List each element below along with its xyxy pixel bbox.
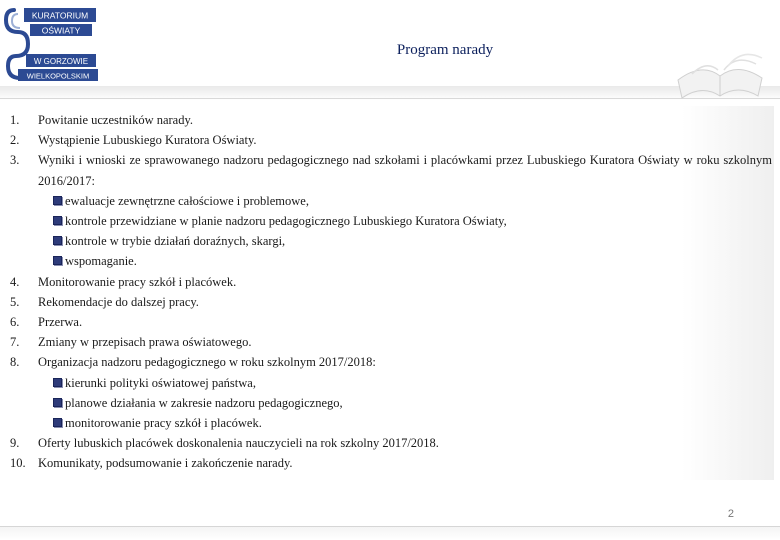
agenda-subitem-text: kontrole przewidziane w planie nadzoru pedagogicznego Lubuskiego Kuratora Oświaty, <box>65 214 507 229</box>
agenda-item-number: 7. <box>10 335 20 350</box>
agenda-subitem <box>53 393 772 413</box>
agenda-list <box>10 110 772 474</box>
agenda-subitem-text: planowe działania w zakresie nadzoru pedagogicznego, <box>65 395 343 410</box>
agenda-item-text: Wystąpienie Lubuskiego Kuratora Oświaty. <box>38 133 257 148</box>
agenda-item-text: Organizacja nadzoru pedagogicznego w roku szkolnym 2017/2018: <box>38 355 376 370</box>
agenda-item-text: Przerwa. <box>38 315 83 330</box>
agenda-item <box>10 332 772 352</box>
agenda-subitem <box>53 251 772 271</box>
agenda-item <box>10 433 772 453</box>
agenda-item <box>10 130 772 150</box>
agenda-item-text: Powitanie uczestników narady. <box>38 113 194 127</box>
agenda-item-number: 9. <box>10 436 20 451</box>
agenda-subitem <box>53 231 772 251</box>
logo-line-3: W GORZOWIE <box>33 57 89 66</box>
agenda-item-number: 4. <box>10 274 20 289</box>
agenda-item-text: Rekomendacje do dalszej pracy. <box>38 294 199 309</box>
logo-line-1: KURATORIUM <box>31 10 89 21</box>
agenda-item-text: Komunikaty, podsumowanie i zakończenie narady. <box>38 456 293 471</box>
agenda-item <box>10 110 772 130</box>
square-bullet-icon <box>53 398 62 407</box>
agenda-item-number: 5. <box>10 294 20 309</box>
square-bullet-icon <box>53 196 62 205</box>
agenda-item <box>10 312 772 332</box>
logo-line-2: OŚWIATY <box>41 25 81 36</box>
logo-line-4: WIELKOPOLSKIM <box>26 71 90 81</box>
agenda-item <box>10 292 772 312</box>
agenda-subitem-text: monitorowanie pracy szkół i placówek. <box>65 416 262 431</box>
agenda-item-number: 1. <box>10 113 20 127</box>
header-divider <box>0 98 780 99</box>
agenda-item <box>10 453 772 473</box>
agenda-item-number: 6. <box>10 315 20 330</box>
agenda-subitem-text: kontrole w trybie działań doraźnych, skargi, <box>65 234 286 249</box>
agenda-subitem-text: ewaluacje zewnętrzne całościowe i problemowe, <box>65 193 309 208</box>
agenda-subitem <box>53 373 772 393</box>
agenda-item-number: 10. <box>10 456 26 471</box>
agenda-subitem <box>53 413 772 433</box>
agenda-item <box>10 150 772 190</box>
agenda-item-text: Wyniki i wnioski ze sprawowanego nadzoru pedagogicznego nad szkołami i placówkami przez Lubuskiego Kuratora Oświaty w roku szkolnym 2016/2017: <box>38 153 772 188</box>
agenda-subitem-text: wspomaganie. <box>65 254 137 269</box>
agenda-item <box>10 272 772 292</box>
agenda-subitem <box>53 211 772 231</box>
slide-title: Program narady <box>396 42 494 58</box>
agenda-item-number: 2. <box>10 133 20 148</box>
square-bullet-icon <box>53 378 62 387</box>
agenda-item-text: Monitorowanie pracy szkół i placówek. <box>38 274 237 289</box>
agenda-item-number: 8. <box>10 355 20 370</box>
agenda-item <box>10 352 772 372</box>
page-number: 2 <box>727 508 734 520</box>
square-bullet-icon <box>53 236 62 245</box>
agenda-item-text: Oferty lubuskich placówek doskonalenia nauczycieli na rok szkolny 2017/2018. <box>38 436 439 451</box>
agenda-subitem <box>53 191 772 211</box>
agenda-subitem-text: kierunki polityki oświatowej państwa, <box>65 375 256 390</box>
square-bullet-icon <box>53 256 62 265</box>
agenda-item-text: Zmiany w przepisach prawa oświatowego. <box>38 335 252 350</box>
agenda-item-number: 3. <box>10 153 20 168</box>
square-bullet-icon <box>53 216 62 225</box>
square-bullet-icon <box>53 418 62 427</box>
footer-band <box>0 527 780 540</box>
